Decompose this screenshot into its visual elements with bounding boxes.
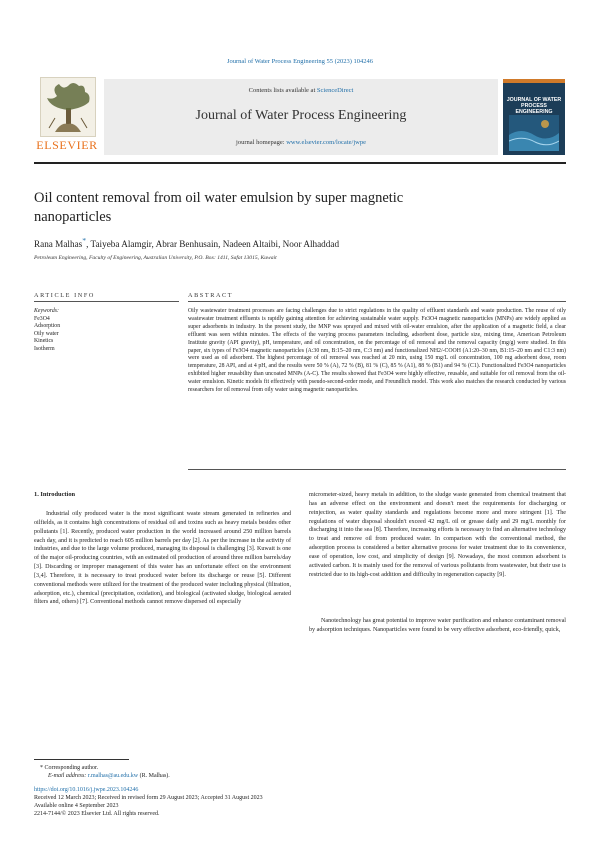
contents-prefix: Contents lists available at xyxy=(248,87,317,94)
abstract-divider xyxy=(188,301,566,302)
author-separator: , xyxy=(151,239,156,250)
author-list xyxy=(34,236,554,249)
doi-link[interactable]: https://doi.org/10.1016/j.jwpe.2023.104246 xyxy=(34,787,139,793)
email-label: E-mail address: xyxy=(48,773,88,779)
nanotechnology-paragraph: Nanotechnology has great potential to improve water purification and enhance contaminant removal by adsorption techniques. Nanoparticles were found to be very effective adsorbent, eco-friendly, quick, xyxy=(309,618,566,633)
corresponding-author-note: * Corresponding author. xyxy=(40,765,99,771)
introduction-paragraph-left: Industrial oily produced water is the most significant waste stream generated in refineries and oilfields, as it contains high concentrations of residual oil and toxins such as heavy metals besides other pollutants [1]. Recently, produced water production in the world increased around 250 million barrels each day, and it is predicted to reach 605 million barrels per day [2]. As per the increase in the activity of industries, and due to the large volume produced, managing its disposal is challenging [3]. Kuwait is one of the major oil-producing countries, with an estimated oil production of around three million barrels/day [3]. Discarding or improper management of this water has an unfortunate effect on the environment [3,4]. Therefore, it is necessary to treat produced water before its discharge or reuse [5]. Different conventional methods were utilized for the treatment of the produced water including physical (filtration, adsorption, etc.), chemical (precipitation, oxidation), and biological (activated sludge, biological aerated filters and, others) [7]. Conventional methods cannot remove dispersed oil especially xyxy=(34,511,291,606)
homepage-prefix: journal homepage: xyxy=(236,139,287,146)
keywords-block xyxy=(34,308,174,354)
author-name[interactable]: Abrar Benhusain xyxy=(155,239,219,250)
footnote-divider xyxy=(34,759,129,760)
author-name[interactable]: Nadeen Altaibi xyxy=(222,239,279,250)
elsevier-tree-icon xyxy=(40,77,96,137)
abstract-text: Oily wastewater treatment processes are facing challenges due to strict regulations in the quality of effluent standards and waste production. The reuse of oily wastewater treatment effluents is rapidly gaining attention for achieving sustainable water supply. Fe3O4 magnetic nanoparticles (MNPs) are widely applied as super adsorbents in industry. In the present study, the MNP was sprayed and mixed with oil-water emulsion, after the application of a magnetic field, a clear effluent was seen within minutes. The effects of the varying process parameters including, adsorbent dose, particle size, mixing time, American Petroleum Institute gravity (API gravity), pH, temperature, and oil concentration, on the percentage of oil removal and the removal capacity (mg/g) were studied. In this paper, six types of Fe3O4 magnetic nanoparticles (A:30 nm, B:15–20 nm, C:3 nm) and functionalized NH2/-COOH (A1:20–30 nm, B1:15–20 nm and C1:3 nm) were used as oil adsorbent. The highest percentage of oil removal was reached at 20 min, using 150 mg/L oil concentration, 100 mg adsorbent dose, room temperature, 28 API, and at 4 pH, and the results were 50 % (A), 72 % (B), 81 % (C), 85 % (A1), 88 % (B1) and 94 % (C1). Functionalized Fe3O4 nanoparticles exhibited higher reusability than uncoated MNPs (A-C). The results showed that Fe3O4 were highly effective, reusable, and suitable for oil removal from the oil-water emulsion. Kinetic models fit effectively with pseudo-second-order mode, and Freundlich model. This work also matches the research conducted by various researchers for oil removal from oily water using magnetic nanoparticles. xyxy=(188,308,566,394)
author-name[interactable]: Rana Malhas xyxy=(34,239,83,250)
author-name[interactable]: Taiyeba Alamgir xyxy=(90,239,152,250)
journal-header xyxy=(104,79,498,155)
cover-title: JOURNAL OF WATER PROCESS ENGINEERING xyxy=(506,97,562,115)
available-online-date: Available online 4 September 2023 xyxy=(34,803,119,809)
introduction-paragraph-right: micrometer-sized, heavy metals in addition, to the sludge waste generated from chemical treatment that has an adverse effect on the environment and doesn't meet the requirements for discharging or reinjection, as water quality standards and regulations become more and more stringent [1]. The regulations of water disposal shouldn't exceed 42 mg/L oil or grease daily and 29 mg/L monthly for discharging it into the sea [8]. Therefore, increasing efforts is necessary to find an alternative technology to treat and remove oil from produced water. In comparison with the conventional method, the adsorption process is considered a better alternative process for water treatment due to its convenience, ease of operation, low cost, and simplicity of design [9]. Nowadays, the most common adsorbent is activated carbon. It is mainly used for the removal of various pollutants from wastewater, but their use is restricted due to its high-cost addition and difficulty in regeneration capacity [9]. xyxy=(309,492,566,578)
elsevier-logo xyxy=(34,75,100,157)
author-separator: , xyxy=(278,239,283,250)
article-info-divider xyxy=(34,301,179,302)
keyword-item: Isotherm xyxy=(34,345,55,352)
keywords-label: Keywords: xyxy=(34,308,59,314)
elsevier-wordmark: ELSEVIER xyxy=(36,138,98,152)
abstract-bottom-divider xyxy=(188,469,566,470)
cover-water-art xyxy=(509,115,559,151)
homepage-line xyxy=(104,139,498,146)
journal-cover-image xyxy=(503,79,565,155)
keyword-item: Adsorption xyxy=(34,323,61,330)
header-divider xyxy=(34,162,566,164)
keyword-item: Kinetics xyxy=(34,338,54,345)
author-separator: , xyxy=(86,239,91,250)
received-dates: Received 12 March 2023; Received in revised form 29 August 2023; Accepted 31 August 2023 xyxy=(34,795,263,801)
author-name[interactable]: Noor Alhaddad xyxy=(282,239,340,250)
contents-line xyxy=(104,87,498,94)
author-email-link[interactable]: r.malhas@au.edu.kw xyxy=(87,773,139,779)
corresponding-author-mark[interactable]: * xyxy=(82,236,87,245)
copyright-notice: 2214-7144/© 2023 Elsevier Ltd. All rights reserved. xyxy=(34,811,160,817)
article-title: Oil content removal from oil water emulsion by super magnetic nanoparticles xyxy=(34,190,404,225)
author-affiliation: Petroleum Engineering, Faculty of Engineering, Australian University, P.O. Box: 1411, Safat 13015, Kuwait xyxy=(34,255,277,261)
email-line xyxy=(48,773,170,779)
sciencedirect-link[interactable]: ScienceDirect xyxy=(316,87,354,94)
introduction-heading: 1. Introduction xyxy=(34,491,76,498)
keyword-item: Fe3O4 xyxy=(34,315,50,322)
journal-title: Journal of Water Process Engineering xyxy=(195,108,407,123)
abstract-heading: ABSTRACT xyxy=(188,292,234,299)
cover-band xyxy=(503,79,565,83)
email-suffix: (R. Malhas). xyxy=(138,773,170,779)
author-separator: , xyxy=(218,239,223,250)
keyword-item: Oily water xyxy=(34,330,59,337)
homepage-link[interactable]: www.elsevier.com/locate/jwpe xyxy=(286,139,366,146)
article-info-heading: ARTICLE INFO xyxy=(34,292,95,299)
journal-citation[interactable]: Journal of Water Process Engineering 55 (2023) 104246 xyxy=(226,58,374,65)
